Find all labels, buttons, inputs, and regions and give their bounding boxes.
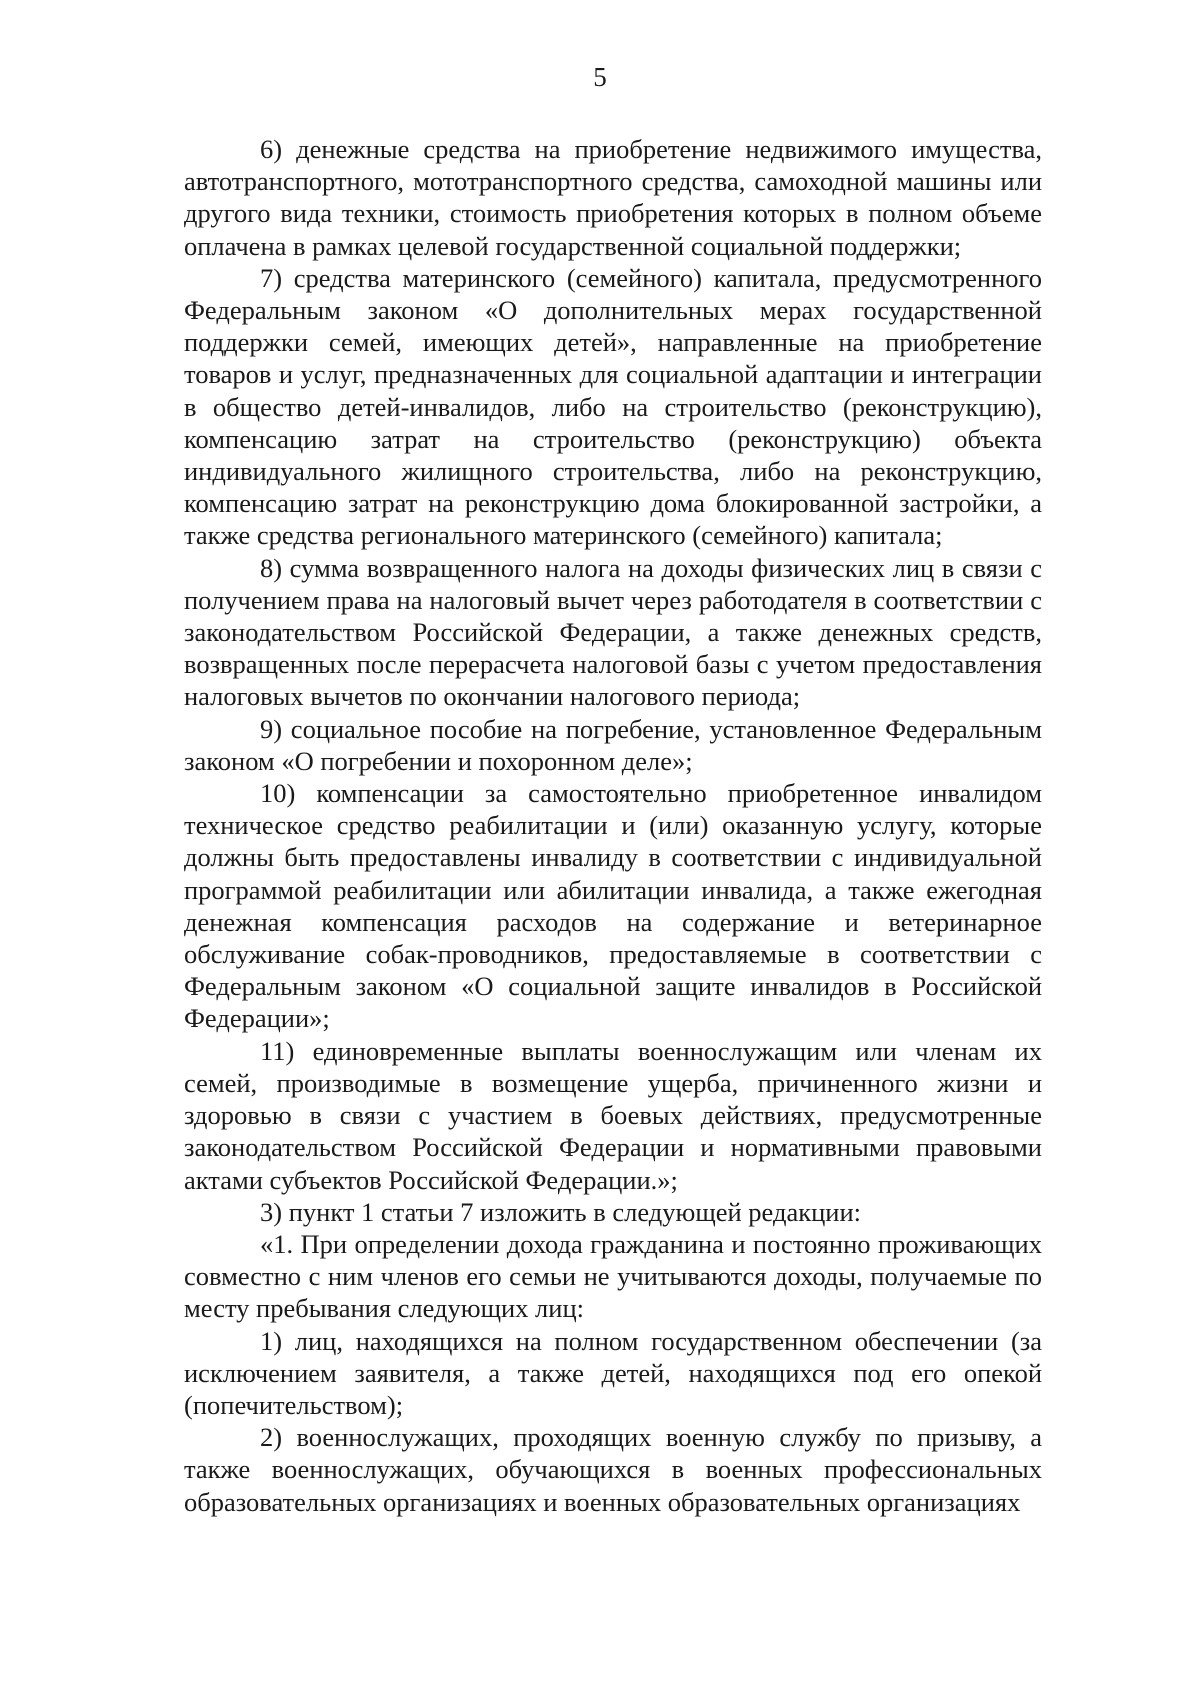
paragraph-amendment-3: 3) пункт 1 статьи 7 изложить в следующей редакции: bbox=[260, 1196, 861, 1227]
paragraph-item-7: 7) средства материнского (семейного) капитала, предусмотренного Федеральным законом «О дополнительных мерах государственной поддержки семей, имеющих детей», направленные на приобретение товаров и услуг, предназначенных для социальной адаптации и интеграции в общество детей-инвалидов, либо на строительство (реконструкцию), компенсацию затрат на строительство (реконструкцию) объекта индивидуального жилищного строительства, либо на реконструкцию, компенсацию затрат на реконструкцию дома блокированной застройки, а также средства регионального материнского (семейного) капитала; bbox=[184, 262, 1042, 551]
document-body bbox=[184, 133, 1042, 1518]
paragraph-item-10: 10) компенсации за самостоятельно приобретенное инвалидом техническое средство реабилитации и (или) оказанную услугу, которые должны быть предоставлены инвалиду в соответствии с индивидуальной программой реабилитации или абилитации инвалида, а также ежегодная денежная компенсация расходов на содержание и ветеринарное обслуживание собак-проводников, предоставляемые в соответствии с Федеральным законом «О социальной защите инвалидов в Российской Федерации»; bbox=[184, 778, 1042, 1034]
page-number: 5 bbox=[593, 62, 607, 92]
paragraph-item-11: 11) единовременные выплаты военнослужащим или членам их семей, производимые в возмещение ущерба, причиненного жизни и здоровью в связи с участием в боевых действиях, предусмотренные законодательством Российской Федерации и нормативными правовыми актами субъектов Российской Федерации.»; bbox=[184, 1035, 1042, 1195]
paragraph-item-6: 6) денежные средства на приобретение недвижимого имущества, автотранспортного, мототранспортного средства, самоходной машины или другого вида техники, стоимость приобретения которых в полном объеме оплачена в рамках целевой государственной социальной поддержки; bbox=[184, 134, 1042, 261]
paragraph-article-7-clause-1: «1. При определении дохода гражданина и постоянно проживающих совместно с ним членов его семьи не учитываются доходы, получаемые по месту пребывания следующих лиц: bbox=[184, 1228, 1042, 1324]
paragraph-item-9: 9) социальное пособие на погребение, установленное Федеральным законом «О погребении и похоронном деле»; bbox=[184, 713, 1042, 776]
paragraph-subitem-1: 1) лиц, находящихся на полном государственном обеспечении (за исключением заявителя, а также детей, находящихся под его опекой (попечительством); bbox=[184, 1325, 1042, 1420]
paragraph-subitem-2: 2) военнослужащих, проходящих военную службу по призыву, а также военнослужащих, обучающихся в военных профессиональных образовательных организациях и военных образовательных организациях bbox=[184, 1422, 1042, 1517]
paragraph-item-8: 8) сумма возвращенного налога на доходы физических лиц в связи с получением права на налоговый вычет через работодателя в соответствии с законодательством Российской Федерации, а также денежных средств, возвращенных после перерасчета налоговой базы с учетом предоставления налоговых вычетов по окончании налогового периода; bbox=[184, 552, 1042, 712]
